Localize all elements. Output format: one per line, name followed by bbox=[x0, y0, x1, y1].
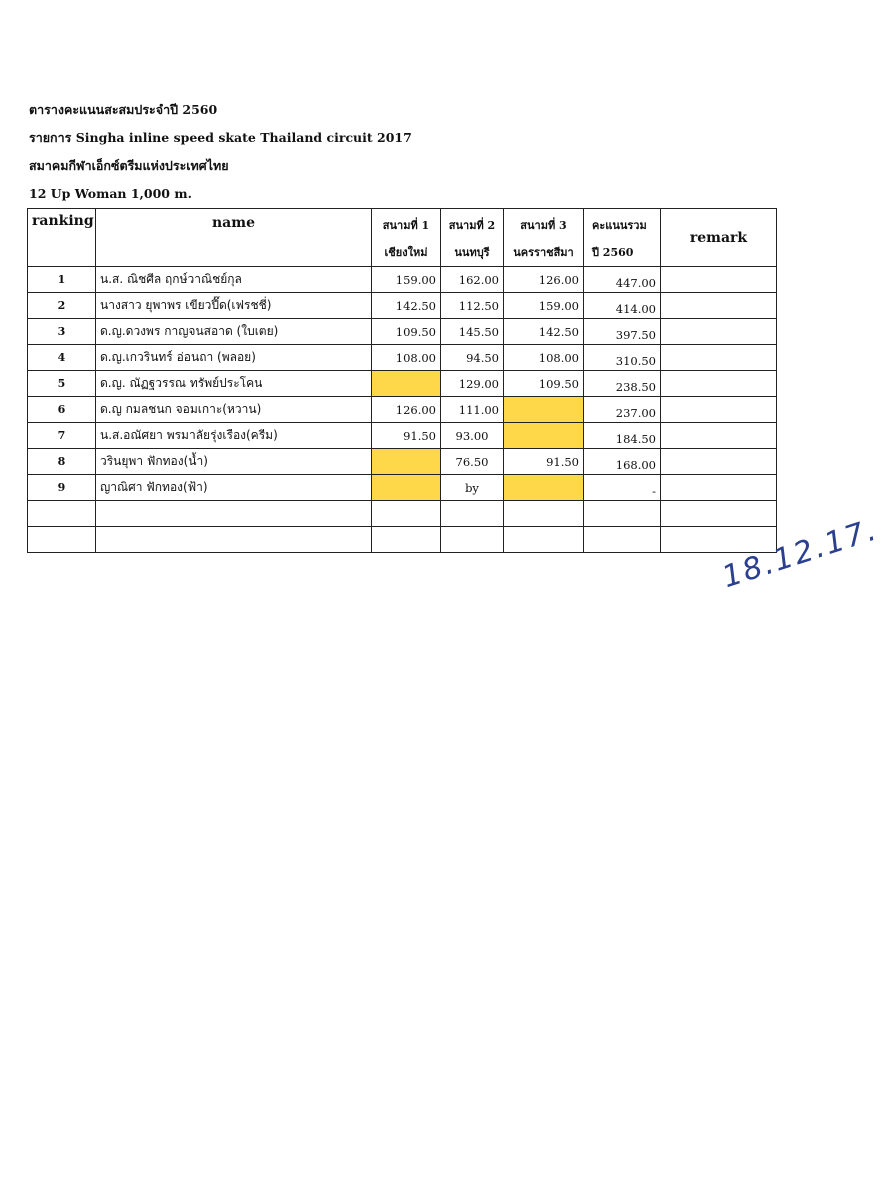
header-total-label: คะแนนรวม bbox=[592, 219, 647, 232]
table-row bbox=[28, 319, 777, 345]
header-venue-2-city: นนทบุรี bbox=[454, 246, 490, 259]
header-total-year: ปี 2560 bbox=[592, 246, 634, 259]
venue-3-cell bbox=[504, 423, 584, 449]
header-category: 12 Up Woman 1,000 m. bbox=[29, 186, 192, 201]
table-row bbox=[28, 475, 777, 501]
remark-cell bbox=[661, 397, 777, 423]
rank-cell: 9 bbox=[28, 475, 96, 501]
rank-cell: 7 bbox=[28, 423, 96, 449]
header-venue-1-label: สนามที่ 1 bbox=[382, 219, 430, 232]
venue-2-cell: 94.50 bbox=[441, 345, 504, 371]
name-cell: ด.ญ.ดวงพร กาญจนสอาด (ใบเตย) bbox=[96, 319, 372, 345]
total-cell: 168.00 bbox=[584, 449, 661, 475]
venue-1-cell: 91.50 bbox=[372, 423, 441, 449]
total-cell: 310.50 bbox=[584, 345, 661, 371]
name-cell: น.ส. ณิชศีล ฤกษ์วาณิชย์กุล bbox=[96, 267, 372, 293]
venue-2-cell: 93.00 bbox=[441, 423, 504, 449]
header-venue-3-city: นครราชสีมา bbox=[513, 246, 574, 259]
venue-3-cell: 91.50 bbox=[504, 449, 584, 475]
venue-2-cell: 111.00 bbox=[441, 397, 504, 423]
rank-cell: 4 bbox=[28, 345, 96, 371]
venue-1-cell bbox=[372, 371, 441, 397]
rank-cell: 6 bbox=[28, 397, 96, 423]
rank-cell: 8 bbox=[28, 449, 96, 475]
total-cell: 237.00 bbox=[584, 397, 661, 423]
header-venue-3 bbox=[504, 209, 584, 267]
table-row bbox=[28, 423, 777, 449]
total-cell: 414.00 bbox=[584, 293, 661, 319]
name-cell: วรินยุพา ฟักทอง(น้ำ) bbox=[96, 449, 372, 475]
venue-1-cell bbox=[372, 449, 441, 475]
venue-2-cell: 145.50 bbox=[441, 319, 504, 345]
name-cell: ด.ญ.เกวรินทร์ อ่อนถา (พลอย) bbox=[96, 345, 372, 371]
header-name: name bbox=[96, 209, 372, 267]
header-ranking: ranking bbox=[28, 209, 96, 267]
header-association: สมาคมกีฬาเอ็กซ์ตรีมแห่งประเทศไทย bbox=[29, 158, 229, 173]
venue-2-cell: 129.00 bbox=[441, 371, 504, 397]
header-venue-2 bbox=[441, 209, 504, 267]
name-cell: ด.ญ กมลชนก จอมเกาะ(หวาน) bbox=[96, 397, 372, 423]
venue-2-cell: 76.50 bbox=[441, 449, 504, 475]
total-cell: 238.50 bbox=[584, 371, 661, 397]
venue-1-cell: 109.50 bbox=[372, 319, 441, 345]
rank-cell: 2 bbox=[28, 293, 96, 319]
venue-1-cell: 142.50 bbox=[372, 293, 441, 319]
remark-cell bbox=[661, 423, 777, 449]
header-total bbox=[584, 209, 661, 267]
remark-cell bbox=[661, 319, 777, 345]
name-cell: ด.ญ. ณัฏฐวรรณ ทรัพย์ประโคน bbox=[96, 371, 372, 397]
name-cell: นางสาว ยุพาพร เขียวปี๊ด(เฟรชชี่) bbox=[96, 293, 372, 319]
table-header-row bbox=[28, 209, 777, 267]
header-event: รายการ Singha inline speed skate Thailand circuit 2017 bbox=[29, 130, 412, 145]
header-venue-1 bbox=[372, 209, 441, 267]
venue-3-cell bbox=[504, 397, 584, 423]
venue-3-cell: 126.00 bbox=[504, 267, 584, 293]
header-venue-3-label: สนามที่ 3 bbox=[520, 219, 567, 232]
remark-cell bbox=[661, 267, 777, 293]
venue-3-cell: 142.50 bbox=[504, 319, 584, 345]
table-row bbox=[28, 371, 777, 397]
total-cell: - bbox=[584, 475, 661, 501]
venue-2-cell: by bbox=[441, 475, 504, 501]
empty-row bbox=[28, 501, 777, 527]
remark-cell bbox=[661, 371, 777, 397]
empty-row bbox=[28, 527, 777, 553]
header-remark: remark bbox=[661, 209, 777, 267]
table-body bbox=[28, 267, 777, 553]
total-cell: 184.50 bbox=[584, 423, 661, 449]
venue-3-cell bbox=[504, 475, 584, 501]
remark-cell bbox=[661, 345, 777, 371]
total-cell: 447.00 bbox=[584, 267, 661, 293]
venue-1-cell: 159.00 bbox=[372, 267, 441, 293]
table-row bbox=[28, 267, 777, 293]
rank-cell: 3 bbox=[28, 319, 96, 345]
venue-3-cell: 109.50 bbox=[504, 371, 584, 397]
venue-2-cell: 112.50 bbox=[441, 293, 504, 319]
venue-1-cell: 126.00 bbox=[372, 397, 441, 423]
rank-cell: 1 bbox=[28, 267, 96, 293]
header-venue-1-city: เชียงใหม่ bbox=[384, 246, 428, 259]
name-cell: ญาณิศา ฟักทอง(ฟ้า) bbox=[96, 475, 372, 501]
remark-cell bbox=[661, 293, 777, 319]
document-header bbox=[29, 100, 412, 206]
header-title: ตารางคะแนนสะสมประจำปี 2560 bbox=[29, 102, 218, 117]
rank-cell: 5 bbox=[28, 371, 96, 397]
name-cell: น.ส.อณัศยา พรมาลัยรุ่งเรือง(ครีม) bbox=[96, 423, 372, 449]
total-cell: 397.50 bbox=[584, 319, 661, 345]
venue-1-cell: 108.00 bbox=[372, 345, 441, 371]
table-row bbox=[28, 345, 777, 371]
venue-2-cell: 162.00 bbox=[441, 267, 504, 293]
venue-3-cell: 159.00 bbox=[504, 293, 584, 319]
table-row bbox=[28, 397, 777, 423]
table-row bbox=[28, 449, 777, 475]
remark-cell bbox=[661, 475, 777, 501]
venue-3-cell: 108.00 bbox=[504, 345, 584, 371]
remark-cell bbox=[661, 449, 777, 475]
table-row bbox=[28, 293, 777, 319]
ranking-table bbox=[27, 208, 777, 553]
header-venue-2-label: สนามที่ 2 bbox=[448, 219, 496, 232]
venue-1-cell bbox=[372, 475, 441, 501]
handwritten-date: 18.12.17. bbox=[718, 512, 882, 596]
